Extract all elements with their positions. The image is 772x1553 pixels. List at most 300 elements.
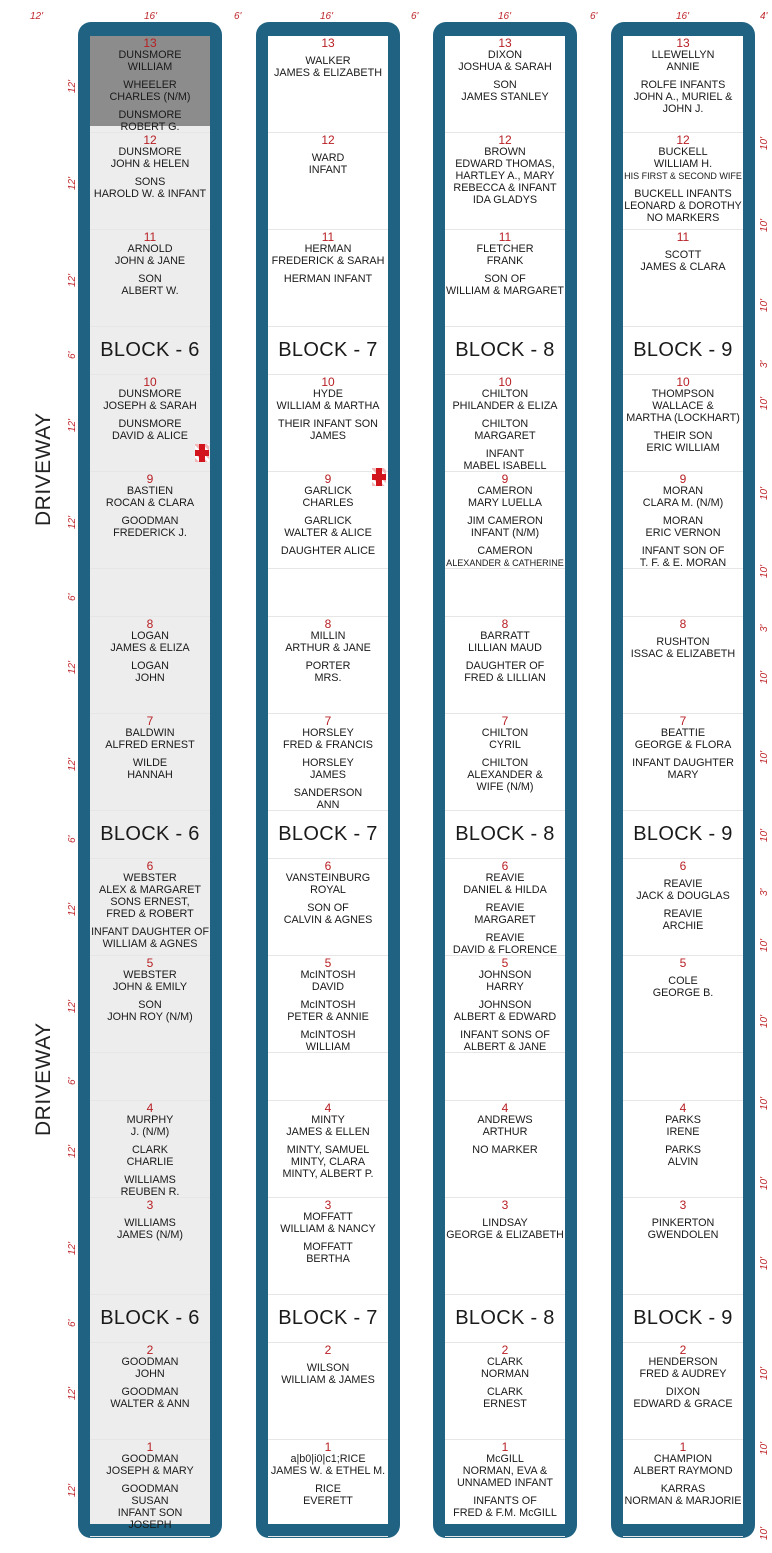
dimension-right-label: 10' — [759, 1526, 770, 1540]
interment-name: ROYAL — [310, 884, 346, 896]
interment-name: NORMAN — [481, 1368, 529, 1380]
burial-plot[interactable] — [268, 1440, 388, 1537]
path-gap — [90, 569, 210, 617]
burial-plot[interactable] — [445, 956, 565, 1053]
dimension-right-label: 10' — [759, 564, 770, 578]
interment-name: HENDERSON — [648, 1356, 718, 1368]
plot-number: 10 — [676, 375, 690, 389]
interment-name: INFANT DAUGHTER OF — [91, 926, 209, 938]
interment-name: MARTHA (LOCKHART) — [626, 412, 740, 424]
interment-name: CHILTON — [481, 727, 529, 739]
block-column — [433, 22, 577, 1538]
dimension-top-label: 6' — [590, 11, 598, 22]
interment-name: EVERETT — [303, 1495, 353, 1507]
interment-name: CALVIN & AGNES — [283, 914, 373, 926]
plot-number: 11 — [498, 230, 512, 244]
burial-plot[interactable] — [268, 714, 388, 811]
interment-name: REBECCA & INFANT — [453, 182, 557, 194]
block-column — [611, 22, 755, 1538]
interment-name: FRED & ROBERT — [106, 908, 194, 920]
plot-number: 10 — [498, 375, 512, 389]
burial-plot[interactable] — [90, 1101, 210, 1198]
plot-number: 9 — [679, 472, 687, 486]
interment-name: REAVIE — [663, 908, 703, 920]
interment-name: CHARLES — [302, 497, 354, 509]
interment-name: INFANT — [485, 448, 525, 460]
dimension-left-label: 12' — [67, 999, 78, 1013]
interment-name: ROLFE INFANTS — [640, 79, 726, 91]
interment-name: PORTER — [305, 660, 351, 672]
plot-number: 12 — [676, 133, 690, 147]
interment-name: CHILTON — [481, 418, 529, 430]
interment-name: VANSTEINBURG — [285, 872, 371, 884]
burial-plot[interactable] — [623, 1198, 743, 1295]
interment-name: JAMES STANLEY — [461, 91, 549, 103]
dimension-right-label: 10' — [759, 750, 770, 764]
dimension-right-label: 10' — [759, 218, 770, 232]
interment-name: NO MARKERS — [646, 212, 720, 224]
interment-name: MILLIN — [310, 630, 346, 642]
interment-name: BERTHA — [306, 1253, 350, 1265]
interment-name: HARTLEY A., MARY — [455, 170, 555, 182]
plot-number: 5 — [501, 956, 509, 970]
interment-name: NO MARKER — [472, 1144, 538, 1156]
plot-number: 13 — [321, 36, 335, 50]
block-label: BLOCK - 7 — [268, 1295, 388, 1343]
plot-number: 13 — [676, 36, 690, 50]
interment-name: GEORGE B. — [652, 987, 714, 999]
burial-plot[interactable] — [445, 1343, 565, 1440]
block-label: BLOCK - 7 — [268, 811, 388, 859]
interment-name: PARKS — [665, 1144, 701, 1156]
column-interior — [268, 36, 388, 1524]
path-gap — [268, 1053, 388, 1101]
burial-plot[interactable] — [90, 617, 210, 714]
burial-plot[interactable] — [90, 1198, 210, 1295]
burial-plot[interactable] — [623, 375, 743, 472]
interment-name: GOODMAN — [121, 1356, 179, 1368]
interment-name: JOHN ROY (N/M) — [107, 1011, 193, 1023]
dimension-right-label: 10' — [759, 1256, 770, 1270]
interment-name: BUCKELL — [658, 146, 708, 158]
burial-plot[interactable] — [623, 714, 743, 811]
interment-name: HARRY — [486, 981, 524, 993]
interment-name: ANDREWS — [477, 1114, 533, 1126]
path-gap — [623, 569, 743, 617]
interment-name: SON — [138, 273, 162, 285]
interment-name: McGILL — [486, 1453, 524, 1465]
interment-name: SCOTT — [664, 249, 702, 261]
dimension-right-label: 10' — [759, 1096, 770, 1110]
dimension-left-label: 6' — [67, 835, 78, 843]
dimension-left-label: 6' — [67, 351, 78, 359]
path-gap — [90, 1053, 210, 1101]
interment-name: SON OF — [484, 273, 526, 285]
interment-name: ALVIN — [667, 1156, 699, 1168]
burial-plot[interactable] — [445, 230, 565, 327]
dimension-left-label: 12' — [67, 1241, 78, 1255]
interment-name: MINTY, ALBERT P. — [282, 1168, 374, 1180]
burial-plot[interactable] — [445, 1440, 565, 1537]
burial-plot[interactable] — [623, 230, 743, 327]
burial-plot[interactable] — [445, 1198, 565, 1295]
interment-name: FRANK — [486, 255, 524, 267]
driveway-label: DRIVEWAY — [32, 412, 55, 526]
dimension-right-label: 10' — [759, 486, 770, 500]
interment-name: RICE — [315, 1483, 341, 1495]
interment-name: JAMES (N/M) — [117, 1229, 183, 1241]
plot-number: 12 — [321, 133, 335, 147]
interment-name: KARRAS — [660, 1483, 706, 1495]
interment-name: JAMES W. & ETHEL M. — [270, 1465, 386, 1477]
interment-name: MINTY, SAMUEL — [286, 1144, 370, 1156]
dimension-right-label: 10' — [759, 1014, 770, 1028]
interment-name: DAUGHTER OF — [465, 660, 545, 672]
interment-name: DUNSMORE — [118, 146, 182, 158]
interment-name: FRED & LILLIAN — [464, 672, 546, 684]
dimension-left-label: 12' — [67, 757, 78, 771]
interment-name: WHEELER — [123, 79, 177, 91]
plot-number: 3 — [679, 1198, 687, 1212]
column-interior — [623, 36, 743, 1524]
interment-name: MOFFATT — [303, 1211, 353, 1223]
plot-number: 1 — [501, 1440, 509, 1454]
interment-name: ROBERT G. — [120, 121, 180, 133]
interment-name: JOHN — [135, 1368, 165, 1380]
interment-name: ALBERT W. — [121, 285, 179, 297]
dimension-top-label: 12' — [30, 11, 44, 22]
plot-number: 8 — [679, 617, 687, 631]
burial-plot[interactable] — [445, 714, 565, 811]
interment-name: DUNSMORE — [118, 388, 182, 400]
interment-name: FRED & FRANCIS — [283, 739, 373, 751]
interment-name: JOHN J. — [662, 103, 704, 115]
interment-name: GWENDOLEN — [647, 1229, 719, 1241]
interment-name: WILSON — [306, 1362, 350, 1374]
column-interior — [445, 36, 565, 1524]
interment-name: DIXON — [665, 1386, 701, 1398]
burial-plot[interactable] — [268, 36, 388, 133]
interment-name: MORAN — [662, 485, 704, 497]
dimension-left-label: 6' — [67, 1319, 78, 1327]
interment-name: CLARA M. (N/M) — [642, 497, 724, 509]
dimension-left-label: 12' — [67, 176, 78, 190]
interment-name: SON — [138, 999, 162, 1011]
burial-plot[interactable] — [268, 1101, 388, 1198]
burial-plot[interactable] — [90, 859, 210, 956]
plot-number: 3 — [501, 1198, 509, 1212]
interment-name: LEONARD & DOROTHY — [624, 200, 742, 212]
dimension-right-label: 10' — [759, 298, 770, 312]
interment-name: CYRIL — [489, 739, 521, 751]
interment-name: INFANT DAUGHTER — [632, 757, 734, 769]
interment-name: NORMAN & MARJORIE — [624, 1495, 742, 1507]
burial-plot[interactable] — [623, 133, 743, 230]
interment-name: INFANT SON OF — [641, 545, 725, 557]
burial-plot[interactable] — [445, 375, 565, 472]
interment-name: BALDWIN — [125, 727, 175, 739]
interment-name: DIXON — [487, 49, 523, 61]
interment-name: LOGAN — [131, 660, 169, 672]
interment-name: MARY LUELLA — [467, 497, 543, 509]
burial-plot[interactable] — [268, 230, 388, 327]
burial-plot[interactable] — [90, 472, 210, 569]
interment-name: PINKERTON — [651, 1217, 715, 1229]
interment-name: ALEXANDER & CATHERINE — [446, 558, 564, 568]
burial-plot[interactable] — [445, 1101, 565, 1198]
interment-name: REAVIE — [663, 878, 703, 890]
burial-plot[interactable] — [623, 1440, 743, 1537]
dimension-top-label: 16' — [144, 11, 158, 22]
plot-number: 8 — [146, 617, 154, 631]
interment-name: ALBERT & EDWARD — [453, 1011, 557, 1023]
burial-plot[interactable] — [268, 133, 388, 230]
interment-name: HYDE — [313, 388, 343, 400]
plot-number: 2 — [324, 1343, 332, 1357]
burial-plot[interactable] — [623, 1101, 743, 1198]
burial-plot[interactable] — [90, 956, 210, 1053]
interment-name: FRED & AUDREY — [639, 1368, 727, 1380]
interment-name: JOHNSON — [478, 969, 532, 981]
burial-plot[interactable] — [90, 1440, 210, 1537]
interment-name: ERIC VERNON — [645, 527, 721, 539]
interment-name: McINTOSH — [300, 1029, 356, 1041]
burial-plot[interactable] — [90, 375, 210, 472]
dimension-top-label: 6' — [234, 11, 242, 22]
interment-name: NORMAN, EVA & — [462, 1465, 548, 1477]
block-column — [256, 22, 400, 1538]
interment-name: THOMPSON — [651, 388, 715, 400]
column-interior — [90, 36, 210, 1531]
marker-icon[interactable] — [372, 468, 386, 486]
interment-name: RUSHTON — [656, 636, 710, 648]
interment-name: ARTHUR & JANE — [285, 642, 371, 654]
interment-name: GOODMAN — [121, 1386, 179, 1398]
interment-name: BARRATT — [480, 630, 530, 642]
interment-name: ALEX & MARGARET — [99, 884, 201, 896]
dimension-left-label: 12' — [67, 1144, 78, 1158]
block-label: BLOCK - 9 — [623, 1295, 743, 1343]
burial-plot[interactable] — [90, 230, 210, 327]
interment-name: JOSHUA & SARAH — [458, 61, 552, 73]
interment-name: JOSEPH — [128, 1519, 172, 1531]
plot-number: 1 — [679, 1440, 687, 1454]
burial-plot[interactable] — [445, 859, 565, 956]
dimension-top-label: 4' — [760, 11, 768, 22]
plot-number: 13 — [498, 36, 512, 50]
burial-plot[interactable] — [623, 956, 743, 1053]
dimension-right-label: 10' — [759, 136, 770, 150]
burial-plot[interactable] — [90, 1343, 210, 1440]
interment-name: WILLIAMS — [124, 1174, 176, 1186]
interment-name: UNNAMED INFANT — [457, 1477, 553, 1489]
interment-name: SON OF — [307, 902, 349, 914]
interment-name: MARGARET — [474, 430, 536, 442]
path-gap — [445, 569, 565, 617]
interment-name: CLARK — [131, 1144, 168, 1156]
dimension-top-label: 6' — [411, 11, 419, 22]
interment-name: GOODMAN — [121, 1483, 179, 1495]
plot-number: 7 — [324, 714, 332, 728]
interment-name: REAVIE — [485, 872, 525, 884]
dimension-right-label: 3' — [759, 888, 770, 896]
interment-name: ISSAC & ELIZABETH — [630, 648, 736, 660]
interment-name: MORAN — [662, 515, 704, 527]
burial-plot[interactable] — [623, 472, 743, 569]
interment-name: ERNEST — [483, 1398, 527, 1410]
interment-name: SONS ERNEST, — [110, 896, 190, 908]
block-label: BLOCK - 8 — [445, 1295, 565, 1343]
interment-name: BUCKELL INFANTS — [634, 188, 732, 200]
burial-plot[interactable] — [268, 956, 388, 1053]
interment-name: CHAMPION — [653, 1453, 713, 1465]
interment-name: JOHNSON — [478, 999, 532, 1011]
dimension-right-label: 10' — [759, 670, 770, 684]
plot-number: 9 — [501, 472, 509, 486]
interment-name: McINTOSH — [300, 969, 356, 981]
interment-name: CHILTON — [481, 388, 529, 400]
plot-number: 5 — [679, 956, 687, 970]
interment-name: DAVID — [311, 981, 345, 993]
interment-name: FRED & F.M. McGILL — [453, 1507, 557, 1519]
interment-name: JOSEPH & MARY — [106, 1465, 194, 1477]
interment-name: BROWN — [484, 146, 526, 158]
interment-name: JACK & DOUGLAS — [636, 890, 730, 902]
interment-name: JOHN & JANE — [114, 255, 186, 267]
driveway-label: DRIVEWAY — [32, 1022, 55, 1136]
interment-name: IRENE — [666, 1126, 700, 1138]
dimension-top-label: 16' — [676, 11, 690, 22]
plot-number: 3 — [146, 1198, 154, 1212]
plot-number: 1 — [146, 1440, 154, 1454]
burial-plot[interactable] — [623, 1343, 743, 1440]
burial-plot[interactable] — [268, 859, 388, 956]
burial-plot[interactable] — [445, 617, 565, 714]
interment-name: JOHN — [135, 672, 165, 684]
interment-name: WILLIAM & JAMES — [281, 1374, 375, 1386]
interment-name: HERMAN INFANT — [283, 273, 373, 285]
interment-name: PETER & ANNIE — [287, 1011, 369, 1023]
interment-name: CHARLIE — [126, 1156, 174, 1168]
burial-plot[interactable] — [90, 133, 210, 230]
interment-name: GOODMAN — [121, 515, 179, 527]
interment-name: SONS — [134, 176, 166, 188]
burial-plot[interactable] — [90, 714, 210, 811]
interment-name: WILLIAM — [305, 1041, 351, 1053]
interment-name: DAVID & FLORENCE — [452, 944, 558, 956]
interment-name: McINTOSH — [300, 999, 356, 1011]
burial-plot[interactable] — [623, 617, 743, 714]
interment-name: EDWARD THOMAS, — [455, 158, 555, 170]
interment-name: MARY — [667, 769, 699, 781]
interment-name: ALEXANDER & — [467, 769, 543, 781]
dimension-right-label: 10' — [759, 396, 770, 410]
interment-name: LOGAN — [131, 630, 169, 642]
interment-name: INFANT SONS OF — [460, 1029, 550, 1041]
interment-name: JOHN & EMILY — [112, 981, 188, 993]
plot-number: 11 — [143, 230, 157, 244]
interment-name: INFANT SON — [117, 1507, 183, 1519]
interment-name: MARGARET — [474, 914, 536, 926]
block-label: BLOCK - 6 — [90, 811, 210, 859]
interment-name: WEBSTER — [123, 872, 177, 884]
interment-name: WILLIAM & NANCY — [280, 1223, 376, 1235]
interment-name: HANNAH — [127, 769, 173, 781]
interment-name: JAMES & ELLEN — [286, 1126, 370, 1138]
path-gap — [268, 569, 388, 617]
plot-number: 12 — [498, 133, 512, 147]
interment-name: WALLACE & — [652, 400, 714, 412]
burial-plot[interactable] — [445, 36, 565, 133]
burial-plot[interactable] — [623, 859, 743, 956]
interment-name: FREDERICK & SARAH — [271, 255, 385, 267]
burial-plot[interactable] — [445, 133, 565, 230]
marker-icon[interactable] — [195, 444, 209, 462]
interment-name: JAMES & ELIZA — [110, 642, 190, 654]
dimension-left-label: 12' — [67, 902, 78, 916]
plot-number: 5 — [146, 956, 154, 970]
burial-plot[interactable] — [268, 1343, 388, 1440]
interment-name: JOHN & HELEN — [110, 158, 190, 170]
burial-plot[interactable] — [445, 472, 565, 569]
plot-number: 1 — [324, 1440, 332, 1454]
interment-name: PHILANDER & ELIZA — [452, 400, 558, 412]
plot-number: 8 — [324, 617, 332, 631]
interment-name: DUNSMORE — [118, 49, 182, 61]
dimension-right-label: 10' — [759, 938, 770, 952]
plot-number: 7 — [146, 714, 154, 728]
interment-name: MOFFATT — [303, 1241, 353, 1253]
interment-name: JAMES & ELIZABETH — [274, 67, 382, 79]
plot-number: 2 — [146, 1343, 154, 1357]
plot-number: 12 — [143, 133, 157, 147]
interment-name: HAROLD W. & INFANT — [93, 188, 207, 200]
interment-name: MINTY, CLARA — [290, 1156, 366, 1168]
dimension-left-label: 12' — [67, 660, 78, 674]
interment-name: SON — [493, 79, 517, 91]
dimension-top-label: 16' — [320, 11, 334, 22]
plot-number: 8 — [501, 617, 509, 631]
interment-name: MABEL ISABELL — [463, 460, 547, 472]
interment-name: a|b0|i0|c1;RICE — [290, 1453, 366, 1465]
plot-number: 13 — [143, 36, 157, 50]
interment-name: WILLIAM & MARGARET — [446, 285, 564, 297]
dimension-right-label: 10' — [759, 828, 770, 842]
burial-plot[interactable] — [90, 36, 210, 133]
interment-name: LINDSAY — [482, 1217, 528, 1229]
plot-number: 3 — [324, 1198, 332, 1212]
block-label: BLOCK - 6 — [90, 327, 210, 375]
interment-name: GARLICK — [304, 515, 352, 527]
plot-number: 6 — [324, 859, 332, 873]
burial-plot[interactable] — [268, 1198, 388, 1295]
interment-name: HORSLEY — [302, 757, 354, 769]
interment-name: J. (N/M) — [130, 1126, 170, 1138]
interment-name: EDWARD & GRACE — [633, 1398, 733, 1410]
interment-name: JAMES & CLARA — [640, 261, 726, 273]
plot-number: 6 — [679, 859, 687, 873]
interment-name: GOODMAN — [121, 1453, 179, 1465]
burial-plot[interactable] — [268, 375, 388, 472]
interment-name: ERIC WILLIAM — [646, 442, 720, 454]
burial-plot[interactable] — [268, 617, 388, 714]
plot-number: 4 — [146, 1101, 154, 1115]
interment-name: ROCAN & CLARA — [105, 497, 195, 509]
burial-plot[interactable] — [268, 472, 388, 569]
interment-name: WALTER & ANN — [110, 1398, 190, 1410]
interment-name: SUSAN — [131, 1495, 169, 1507]
burial-plot[interactable] — [623, 36, 743, 133]
